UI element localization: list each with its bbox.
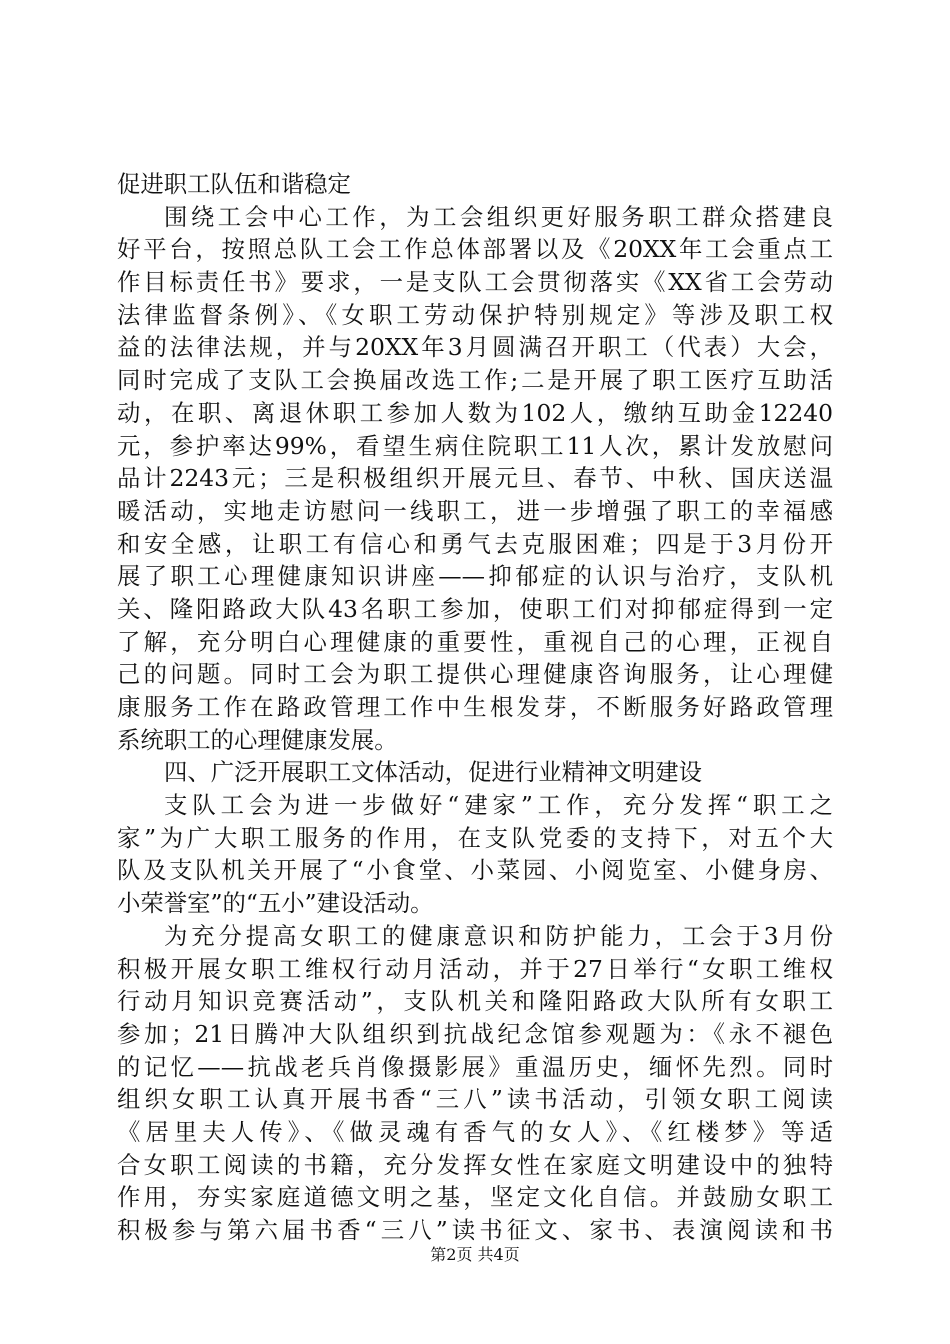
text-line: 积极开展女职工维权行动月活动，并于27日举行“女职工维权 (117, 954, 833, 983)
text-line: 己的问题。同时工会为职工提供心理健康咨询服务，让心理健 (117, 660, 833, 689)
text-line: 品计2243元；三是积极组织开展元旦、春节、中秋、国庆送温 (117, 464, 833, 493)
text-line: 积极参与第六届书香“三八”读书征文、家书、表演阅读和书 (117, 1216, 833, 1244)
text-line: 作用，夯实家庭道德文明之基，坚定文化自信。并鼓励女职工 (117, 1183, 833, 1212)
text-line: 了解，充分明白心理健康的重要性，重视自己的心理，正视自 (117, 627, 833, 656)
document-body (117, 168, 833, 1247)
text-line: 康服务工作在路政管理工作中生根发芽，不断服务好路政管理 (117, 693, 833, 721)
text-line: 好平台，按照总队工会工作总体部署以及《20XX年工会重点工 (117, 235, 833, 264)
text-line: 为充分提高女职工的健康意识和防护能力，工会于3月份 (164, 921, 833, 950)
page-number: 第2页 共4页 (430, 1245, 520, 1264)
text-line: 元，参护率达99%，看望生病住院职工11人次，累计发放慰问 (117, 431, 833, 460)
text-line: 促进职工队伍和谐稳定 (117, 170, 351, 198)
text-line: 暖活动，实地走访慰问一线职工，进一步增强了职工的幸福感 (117, 496, 833, 525)
text-line: 支队工会为进一步做好“建家”工作，充分发挥“职工之 (164, 791, 833, 820)
text-line: 动，在职、离退休职工参加人数为102人，缴纳互助金12240 (117, 398, 833, 427)
text-line: 家”为广大职工服务的作用，在支队党委的支持下，对五个大 (117, 823, 833, 852)
text-line: 法律监督条例》、《女职工劳动保护特别规定》等涉及职工权 (117, 300, 833, 329)
text-line: 益的法律法规，并与20XX年3月圆满召开职工（代表）大会， (117, 333, 833, 362)
text-line: 行动月知识竞赛活动”，支队机关和隆阳路政大队所有女职工 (117, 987, 833, 1016)
text-line: 关、隆阳路政大队43名职工参加，使职工们对抑郁症得到一定 (117, 594, 833, 623)
text-line: 参加；21日腾冲大队组织到抗战纪念馆参观题为：《永不褪色 (117, 1019, 833, 1048)
text-line: 小荣誉室”的“五小”建设活动。 (117, 889, 434, 918)
text-line: 同时完成了支队工会换届改选工作;二是开展了职工医疗互助活 (117, 366, 833, 395)
text-line: 队及支队机关开展了“小食堂、小菜园、小阅览室、小健身房、 (117, 856, 833, 885)
text-line: 作目标责任书》要求，一是支队工会贯彻落实《XX省工会劳动 (117, 268, 833, 297)
text-line: 组织女职工认真开展书香“三八”读书活动，引领女职工阅读 (117, 1085, 833, 1114)
text-line: 围绕工会中心工作，为工会组织更好服务职工群众搭建良 (164, 202, 833, 231)
text-line: 合女职工阅读的书籍，充分发挥女性在家庭文明建设中的独特 (117, 1150, 833, 1179)
text-line: 和安全感，让职工有信心和勇气去克服困难；四是于3月份开 (117, 529, 833, 558)
text-line: 的记忆——抗战老兵肖像摄影展》重温历史，缅怀先烈。同时 (117, 1052, 833, 1081)
text-line: 展了职工心理健康知识讲座——抑郁症的认识与治疗，支队机 (117, 562, 833, 591)
section-heading: 四、广泛开展职工文体活动，促进行业精神文明建设 (164, 758, 702, 787)
text-line: 系统职工的心理健康发展。 (117, 725, 398, 754)
text-line: 《居里夫人传》、《做灵魂有香气的女人》、《红楼梦》等适 (117, 1117, 833, 1146)
